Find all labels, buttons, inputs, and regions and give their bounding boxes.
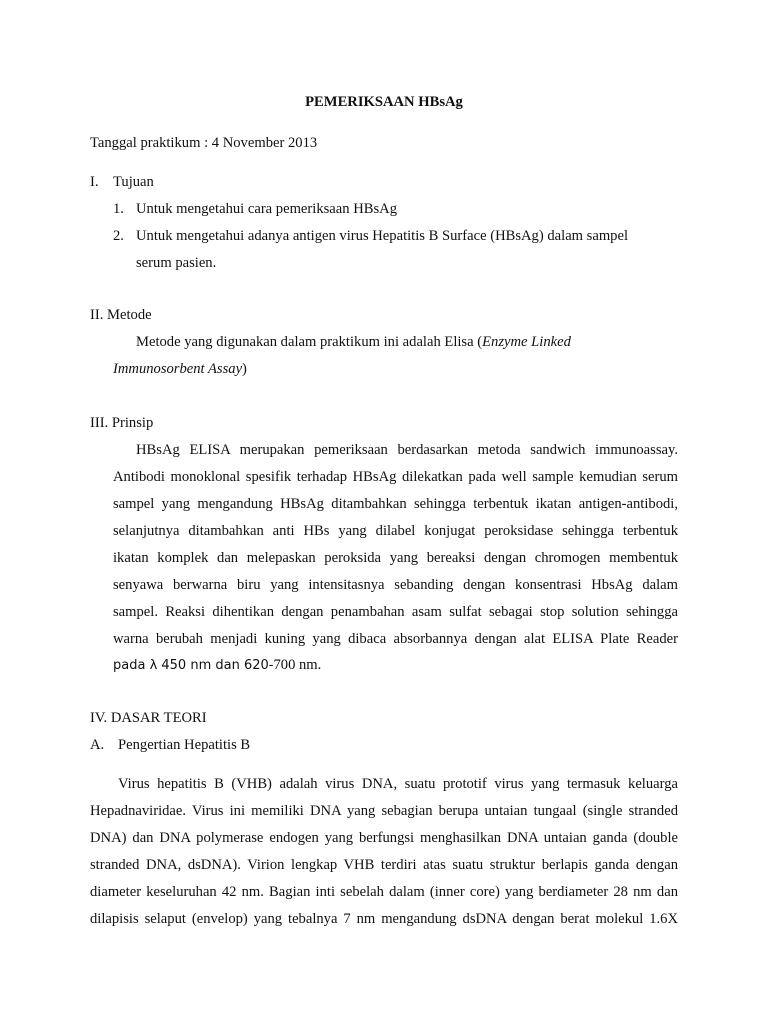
objective-1-text: Untuk mengetahui cara pemeriksaan HBsAg — [136, 201, 397, 217]
theory-line-4: stranded DNA, dsDNA). Virion lengkap VHB terdiri atas suatu struktur berlapis ganda dengan — [90, 857, 678, 873]
section-2-heading: II. Metode — [90, 307, 152, 323]
principle-line-8: warna berubah menjadi kuning yang dibaca absorbannya dengan alat ELISA Plate Reader — [113, 631, 678, 647]
principle-line-9 — [113, 658, 321, 673]
principle-line-7: sampel. Reaksi dihentikan dengan penambahan asam sulfat sebagai stop solution sehingga — [113, 604, 678, 620]
theory-line-3: DNA) dan DNA polymerase endogen yang berfungsi menghasilkan DNA untaian ganda (double — [90, 830, 678, 846]
section-3-heading: III. Prinsip — [90, 415, 154, 431]
theory-line-6: dilapisis selaput (envelop) yang tebalnya 7 nm mengandung dsDNA dengan berat molekul 1.6X — [90, 911, 678, 927]
principle-line-2: Antibodi monoklonal spesifik terhadap HBsAg dilekatkan pada well sample kemudian serum — [113, 469, 678, 485]
theory-line-1: Virus hepatitis B (VHB) adalah virus DNA, suatu prototif virus yang termasuk keluarga — [118, 776, 678, 792]
practicum-date: Tanggal praktikum : 4 November 2013 — [90, 135, 318, 151]
theory-line-2: Hepadnaviridae. Virus ini memiliki DNA yang sebagian berupa untaian tungaal (single stranded — [90, 803, 678, 819]
document-title: PEMERIKSAAN HBsAg — [305, 94, 463, 110]
method-text: Metode yang digunakan dalam praktikum ini adalah Elisa ( — [136, 334, 483, 350]
principle-wavelength-text: pada λ 450 nm dan 620- — [113, 658, 274, 673]
principle-line-5: ikatan komplek dan melepaskan peroksida yang bereaksi dengan chromogen membentuk — [113, 550, 678, 566]
subsection-a-letter: A. — [90, 737, 105, 753]
method-italic-2: Immunosorbent Assay — [113, 361, 243, 377]
section-1-number: I. — [90, 174, 99, 190]
principle-wavelength-end: 700 nm. — [273, 657, 322, 673]
objective-2-number: 2. — [113, 228, 124, 244]
objective-1-number: 1. — [113, 201, 124, 217]
section-1-heading: Tujuan — [113, 174, 154, 190]
method-close-paren: ) — [242, 361, 247, 377]
theory-line-5: diameter keseluruhan 42 nm. Bagian inti sebelah dalam (inner core) yang berdiameter 28 nm dan — [90, 884, 678, 900]
principle-line-1: HBsAg ELISA merupakan pemeriksaan berdasarkan metoda sandwich immunoassay. — [136, 442, 678, 458]
principle-line-4: selanjutnya ditambahkan anti HBs yang dilabel konjugat peroksidase sehingga terbentuk — [113, 523, 678, 539]
objective-2-text: Untuk mengetahui adanya antigen virus Hepatitis B Surface (HBsAg) dalam sampel — [136, 228, 629, 244]
method-italic-1: Enzyme Linked — [482, 334, 571, 350]
method-line-2 — [113, 362, 247, 377]
subsection-a-heading: Pengertian Hepatitis B — [118, 737, 251, 753]
objective-2-continuation: serum pasien. — [136, 255, 217, 271]
principle-line-6: senyawa berwarna biru yang intensitasnya sebanding dengan konsentrasi HbsAg dalam — [113, 577, 678, 593]
section-4-heading: IV. DASAR TEORI — [90, 710, 207, 726]
principle-line-3: sampel yang mengandung HBsAg ditambahkan sehingga terbentuk ikatan antigen-antibodi, — [113, 496, 678, 512]
method-line-1 — [136, 335, 571, 350]
